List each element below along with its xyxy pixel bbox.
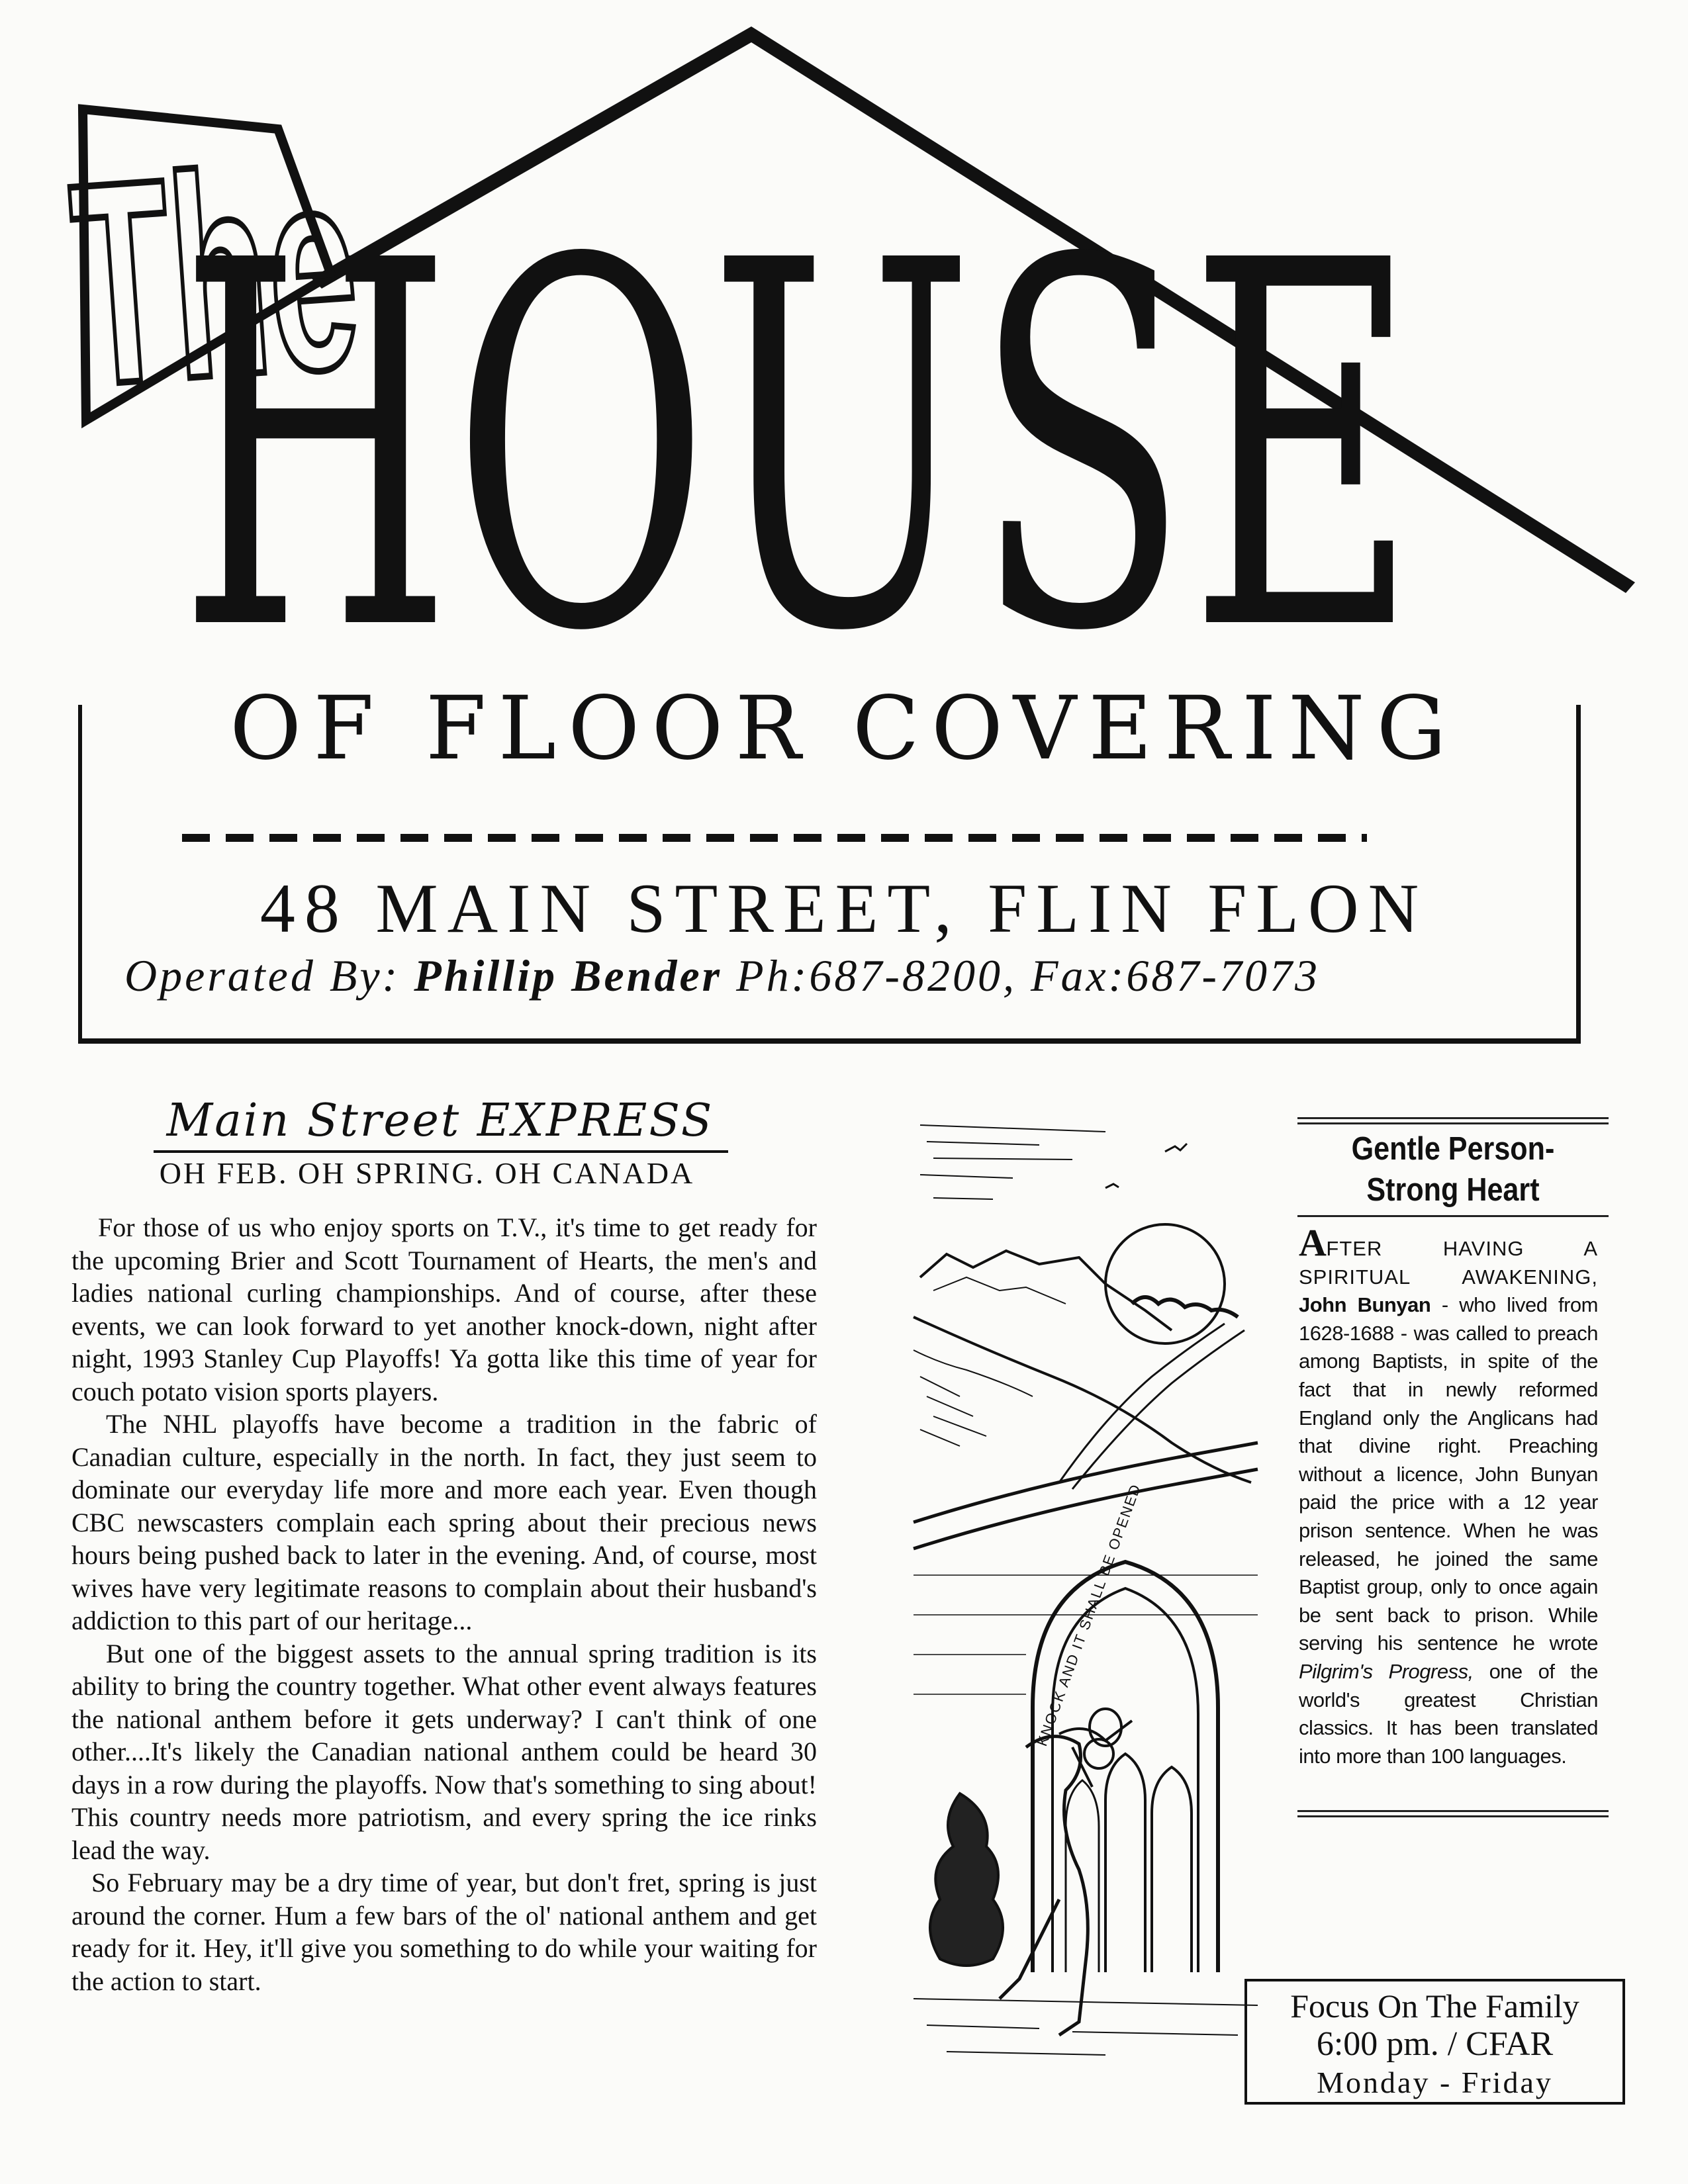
business-name: OF FLOOR COVERING [230, 678, 1458, 780]
book-title: Pilgrim's Progress, [1299, 1659, 1474, 1683]
house-logo [0, 0, 1688, 688]
bunyan-name: John Bunyan [1299, 1293, 1431, 1317]
sidebar-title-rule [1297, 1215, 1609, 1217]
dashed-divider [182, 834, 1367, 842]
sidebar-text-part: one of the world's greatest Christian classics. It has been translated into more than 100 languages. [1299, 1659, 1598, 1768]
sidebar-title-line: Strong Heart [1366, 1172, 1540, 1208]
article-paragraph: So February may be a dry time of year, but don't fret, spring is just around the corner. Hum a few bars of the ol' national anthem and get ready for it. Hey, it'll give you something to do while your waiting for the action to start. [71, 1868, 817, 1996]
door-inscription: KNOCK AND IT SHALL BE OPENED [1033, 1481, 1145, 1749]
operated-label: Operated By: [124, 950, 400, 1001]
sidebar-top-rule [1297, 1122, 1609, 1124]
program-name: Focus On The Family [1290, 1987, 1579, 2025]
article-title: Main Street EXPRESS [166, 1095, 714, 1147]
article-subtitle: OH FEB. OH SPRING. OH CANADA [159, 1156, 695, 1190]
sidebar-title-line: Gentle Person- [1351, 1131, 1555, 1167]
address: 48 MAIN STREET, FLIN FLON [259, 870, 1429, 947]
sidebar-top-rule [1297, 1117, 1609, 1119]
program-days: Monday - Friday [1317, 2066, 1553, 2099]
sidebar-body [1299, 1221, 1598, 1770]
radio-program-box [1244, 1979, 1625, 2105]
lead-caps: FTER HAVING A SPIRITUAL AWAKENING, [1299, 1237, 1598, 1289]
article-paragraph: The NHL playoffs have become a tradition in the fabric of Canadian culture, especially in the north. In fact, they just seem to dominate our everyday life more and more each year. Even though CBC newscasters complain each spring about their precious news hours being pushed back to later in the evening. And, of course, most wives have very legitimate reasons to complain about their husband's addiction to this part of our heritage... [71, 1409, 817, 1635]
sidebar-text-part: - who lived from 1628-1688 - was called to preach among Baptists, in spite of the fact that in newly reformed England only the Anglicans had that divine right. Preaching without a licence, John Bunyan paid the price with a 12 year prison sentence. When he was released, he joined the same Baptist group, only to once again be sent back to prison. While serving his sentence he wrote [1299, 1293, 1598, 1655]
article-paragraph: But one of the biggest assets to the annual spring tradition is its ability to bring the country together. What other event always features the national anthem before it gets underway? I can't think of one other....It's likely the Canadian national anthem could be heard 30 days in a row during the playoffs. Now that's something to sing about! This country needs more patriotism, and every spring the ice rinks lead the way. [71, 1638, 817, 1865]
logo-house: HOUSE [179, 155, 1419, 688]
operator-name: Phillip Bender [414, 950, 723, 1001]
title-underline [154, 1150, 728, 1153]
article-paragraph: For those of us who enjoy sports on T.V., it's time to get ready for the upcoming Brier and Scott Tournament of Hearts, the men's and ladies national curling championships. And of course, after these events, we can look forward to yet another knock-down, night after night, 1993 Stanley Cup Playoffs! Ya gotta like this time of year for couch potato vision sports players. [71, 1212, 817, 1406]
logo-the: The [63, 106, 367, 447]
pilgrim-illustration [907, 1112, 1264, 2078]
operated-by-line [124, 950, 1581, 1001]
sidebar-bottom-rule [1297, 1815, 1609, 1817]
contact-numbers: Ph:687-8200, Fax:687-7073 [736, 950, 1320, 1001]
article-body [71, 1211, 817, 1997]
sidebar-title [1310, 1128, 1595, 1210]
sidebar-bottom-rule [1297, 1810, 1609, 1812]
drop-cap: A [1299, 1221, 1327, 1264]
program-time: 6:00 pm. / CFAR [1316, 2025, 1554, 2063]
